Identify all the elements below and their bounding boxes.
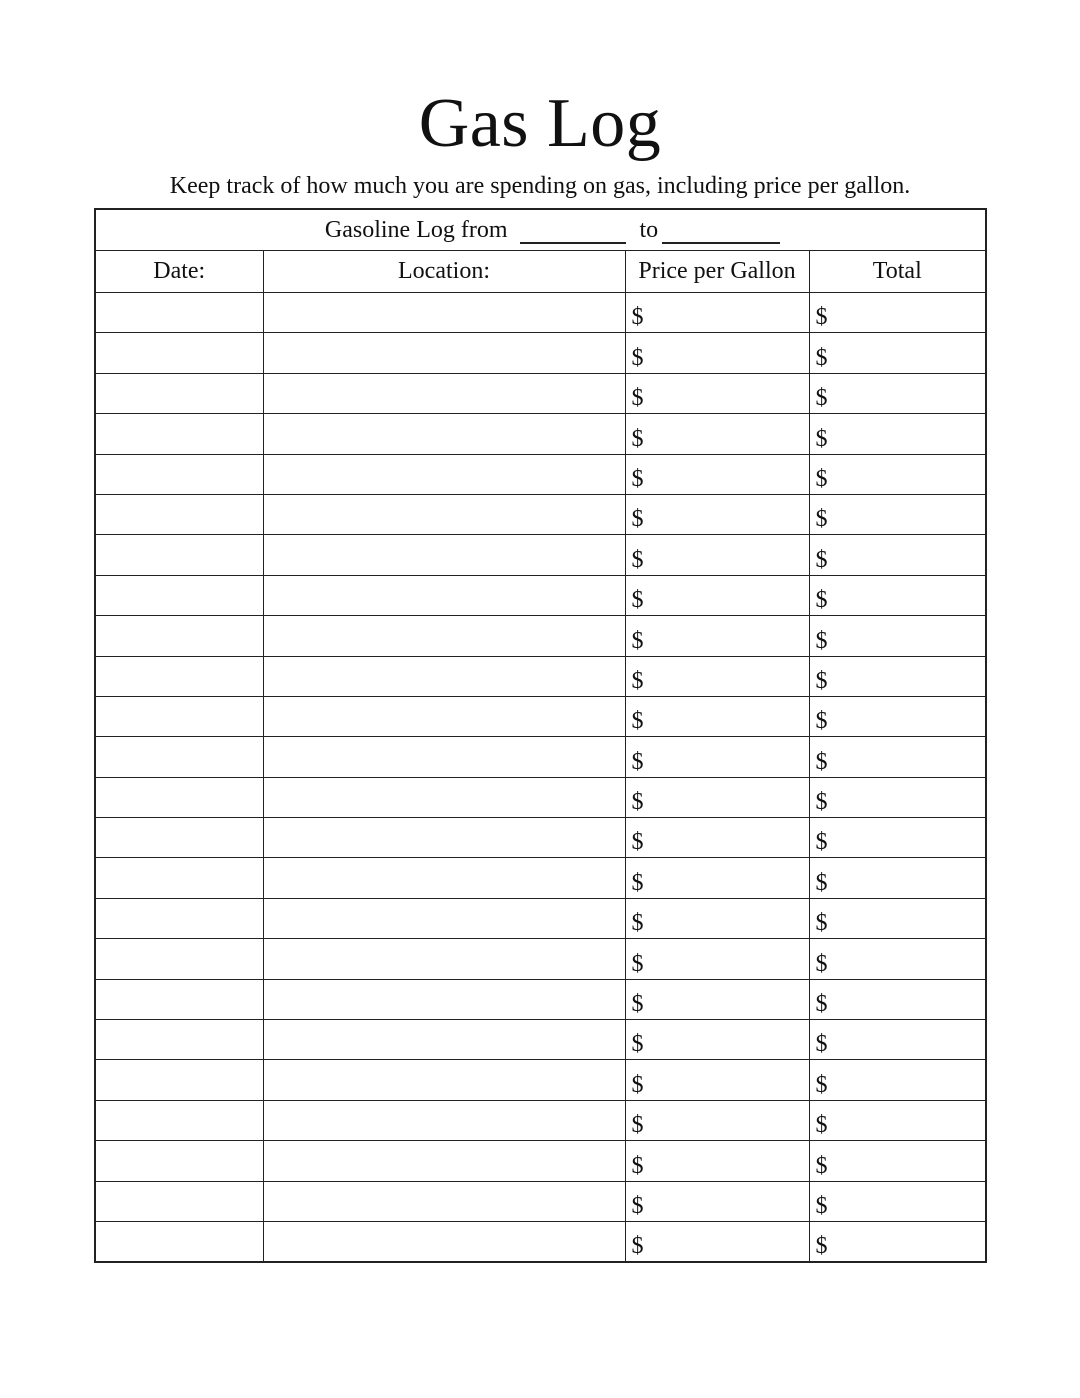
date-cell[interactable] — [95, 373, 263, 413]
location-cell[interactable] — [263, 293, 625, 333]
total-cell[interactable] — [809, 1060, 986, 1100]
total-cell[interactable] — [809, 979, 986, 1019]
total-cell[interactable] — [809, 1221, 986, 1262]
total-cell[interactable] — [809, 818, 986, 858]
log-row — [95, 737, 986, 777]
log-row — [95, 1141, 986, 1181]
log-row — [95, 696, 986, 736]
column-header-total: Total — [809, 251, 986, 293]
total-cell[interactable] — [809, 575, 986, 615]
log-row — [95, 494, 986, 534]
date-cell[interactable] — [95, 333, 263, 373]
currency-symbol: $ — [815, 869, 828, 896]
currency-symbol: $ — [815, 1031, 828, 1058]
total-cell[interactable] — [809, 656, 986, 696]
location-cell[interactable] — [263, 535, 625, 575]
page-title: Gas Log — [418, 85, 662, 162]
log-row — [95, 333, 986, 373]
price-cell[interactable] — [625, 737, 809, 777]
location-cell[interactable] — [263, 656, 625, 696]
currency-symbol: $ — [631, 667, 644, 694]
log-row — [95, 454, 986, 494]
total-cell[interactable] — [809, 333, 986, 373]
price-cell[interactable] — [625, 1141, 809, 1181]
location-cell[interactable] — [263, 1141, 625, 1181]
date-cell[interactable] — [95, 777, 263, 817]
currency-symbol: $ — [631, 587, 644, 614]
currency-symbol: $ — [815, 506, 828, 533]
log-row — [95, 535, 986, 575]
price-cell[interactable] — [625, 818, 809, 858]
price-cell[interactable] — [625, 1181, 809, 1221]
date-cell[interactable] — [95, 858, 263, 898]
price-cell[interactable] — [625, 373, 809, 413]
currency-symbol: $ — [631, 1112, 644, 1139]
log-row — [95, 1221, 986, 1262]
log-row — [95, 898, 986, 938]
price-cell[interactable] — [625, 575, 809, 615]
log-row — [95, 818, 986, 858]
price-cell[interactable] — [625, 1100, 809, 1140]
currency-symbol: $ — [815, 546, 828, 573]
currency-symbol: $ — [815, 1233, 828, 1260]
currency-symbol: $ — [631, 1031, 644, 1058]
date-cell[interactable] — [95, 535, 263, 575]
date-cell[interactable] — [95, 696, 263, 736]
log-body — [95, 293, 986, 1263]
location-cell[interactable] — [263, 1060, 625, 1100]
total-cell[interactable] — [809, 858, 986, 898]
price-cell[interactable] — [625, 939, 809, 979]
date-cell[interactable] — [95, 1141, 263, 1181]
currency-symbol: $ — [631, 546, 644, 573]
log-row — [95, 1181, 986, 1221]
price-cell[interactable] — [625, 979, 809, 1019]
date-cell[interactable] — [95, 494, 263, 534]
log-row — [95, 616, 986, 656]
price-cell[interactable] — [625, 777, 809, 817]
date-cell[interactable] — [95, 898, 263, 938]
currency-symbol: $ — [815, 748, 828, 775]
log-row — [95, 575, 986, 615]
log-row — [95, 939, 986, 979]
price-cell[interactable] — [625, 293, 809, 333]
total-cell[interactable] — [809, 1100, 986, 1140]
gas-log-table — [94, 208, 987, 1263]
total-cell[interactable] — [809, 454, 986, 494]
total-cell[interactable] — [809, 535, 986, 575]
date-cell[interactable] — [95, 454, 263, 494]
currency-symbol: $ — [631, 910, 644, 937]
log-row — [95, 1060, 986, 1100]
currency-symbol: $ — [631, 950, 644, 977]
currency-symbol: $ — [815, 1152, 828, 1179]
date-cell[interactable] — [95, 1020, 263, 1060]
currency-symbol: $ — [631, 465, 644, 492]
price-cell[interactable] — [625, 454, 809, 494]
range-to-label: to — [639, 216, 659, 243]
currency-symbol: $ — [815, 1112, 828, 1139]
location-cell[interactable] — [263, 616, 625, 656]
total-cell[interactable] — [809, 777, 986, 817]
currency-symbol: $ — [631, 1152, 644, 1179]
total-cell[interactable] — [809, 414, 986, 454]
currency-symbol: $ — [815, 627, 828, 654]
location-cell[interactable] — [263, 737, 625, 777]
price-cell[interactable] — [625, 1221, 809, 1262]
currency-symbol: $ — [631, 304, 644, 331]
price-cell[interactable] — [625, 494, 809, 534]
column-header-date: Date: — [95, 251, 263, 293]
location-cell[interactable] — [263, 333, 625, 373]
currency-symbol: $ — [815, 587, 828, 614]
currency-symbol: $ — [631, 1192, 644, 1219]
location-cell[interactable] — [263, 818, 625, 858]
location-cell[interactable] — [263, 1020, 625, 1060]
currency-symbol: $ — [631, 708, 644, 735]
date-cell[interactable] — [95, 979, 263, 1019]
date-cell[interactable] — [95, 293, 263, 333]
currency-symbol: $ — [815, 344, 828, 371]
currency-symbol: $ — [815, 708, 828, 735]
currency-symbol: $ — [631, 1071, 644, 1098]
location-cell[interactable] — [263, 979, 625, 1019]
location-cell[interactable] — [263, 454, 625, 494]
currency-symbol: $ — [631, 627, 644, 654]
location-cell[interactable] — [263, 898, 625, 938]
total-cell[interactable] — [809, 1020, 986, 1060]
currency-symbol: $ — [631, 344, 644, 371]
range-to-blank[interactable] — [662, 224, 780, 244]
price-cell[interactable] — [625, 696, 809, 736]
date-cell[interactable] — [95, 1060, 263, 1100]
total-cell[interactable] — [809, 293, 986, 333]
date-range-cell — [95, 209, 986, 251]
date-cell[interactable] — [95, 818, 263, 858]
date-cell[interactable] — [95, 737, 263, 777]
price-cell[interactable] — [625, 858, 809, 898]
date-range-row — [95, 209, 986, 251]
total-cell[interactable] — [809, 373, 986, 413]
location-cell[interactable] — [263, 777, 625, 817]
total-cell[interactable] — [809, 494, 986, 534]
location-cell[interactable] — [263, 1181, 625, 1221]
log-row — [95, 777, 986, 817]
currency-symbol: $ — [631, 829, 644, 856]
currency-symbol: $ — [631, 991, 644, 1018]
currency-symbol: $ — [631, 385, 644, 412]
log-row — [95, 858, 986, 898]
currency-symbol: $ — [815, 425, 828, 452]
column-header-location: Location: — [263, 251, 625, 293]
log-row — [95, 414, 986, 454]
price-cell[interactable] — [625, 333, 809, 373]
date-cell[interactable] — [95, 1100, 263, 1140]
currency-symbol: $ — [815, 465, 828, 492]
price-cell[interactable] — [625, 656, 809, 696]
log-row — [95, 979, 986, 1019]
location-cell[interactable] — [263, 939, 625, 979]
currency-symbol: $ — [631, 1233, 644, 1260]
currency-symbol: $ — [815, 667, 828, 694]
log-row — [95, 1100, 986, 1140]
price-cell[interactable] — [625, 616, 809, 656]
currency-symbol: $ — [631, 789, 644, 816]
currency-symbol: $ — [631, 425, 644, 452]
price-cell[interactable] — [625, 898, 809, 938]
currency-symbol: $ — [815, 1192, 828, 1219]
price-cell[interactable] — [625, 1020, 809, 1060]
location-cell[interactable] — [263, 696, 625, 736]
currency-symbol: $ — [815, 991, 828, 1018]
location-cell[interactable] — [263, 1221, 625, 1262]
total-cell[interactable] — [809, 1181, 986, 1221]
location-cell[interactable] — [263, 414, 625, 454]
column-header-price: Price per Gallon — [625, 251, 809, 293]
total-cell[interactable] — [809, 939, 986, 979]
total-cell[interactable] — [809, 737, 986, 777]
range-from-blank[interactable] — [520, 224, 626, 244]
location-cell[interactable] — [263, 858, 625, 898]
price-cell[interactable] — [625, 1060, 809, 1100]
currency-symbol: $ — [631, 869, 644, 896]
total-cell[interactable] — [809, 898, 986, 938]
log-row — [95, 373, 986, 413]
location-cell[interactable] — [263, 373, 625, 413]
date-cell[interactable] — [95, 575, 263, 615]
currency-symbol: $ — [815, 829, 828, 856]
currency-symbol: $ — [815, 950, 828, 977]
date-cell[interactable] — [95, 1181, 263, 1221]
total-cell[interactable] — [809, 696, 986, 736]
currency-symbol: $ — [815, 910, 828, 937]
date-cell[interactable] — [95, 1221, 263, 1262]
column-header-row — [95, 251, 986, 293]
date-cell[interactable] — [95, 414, 263, 454]
location-cell[interactable] — [263, 1100, 625, 1140]
page-subtitle: Keep track of how much you are spending on gas, including price per gallon. — [169, 173, 911, 199]
log-row — [95, 656, 986, 696]
price-cell[interactable] — [625, 414, 809, 454]
total-cell[interactable] — [809, 616, 986, 656]
location-cell[interactable] — [263, 575, 625, 615]
log-row — [95, 1020, 986, 1060]
date-cell[interactable] — [95, 616, 263, 656]
currency-symbol: $ — [815, 385, 828, 412]
currency-symbol: $ — [631, 506, 644, 533]
currency-symbol: $ — [815, 789, 828, 816]
currency-symbol: $ — [815, 1071, 828, 1098]
location-cell[interactable] — [263, 494, 625, 534]
currency-symbol: $ — [631, 748, 644, 775]
date-cell[interactable] — [95, 656, 263, 696]
date-cell[interactable] — [95, 939, 263, 979]
currency-symbol: $ — [815, 304, 828, 331]
total-cell[interactable] — [809, 1141, 986, 1181]
range-from-label: Gasoline Log from — [324, 216, 508, 243]
price-cell[interactable] — [625, 535, 809, 575]
log-row — [95, 293, 986, 333]
